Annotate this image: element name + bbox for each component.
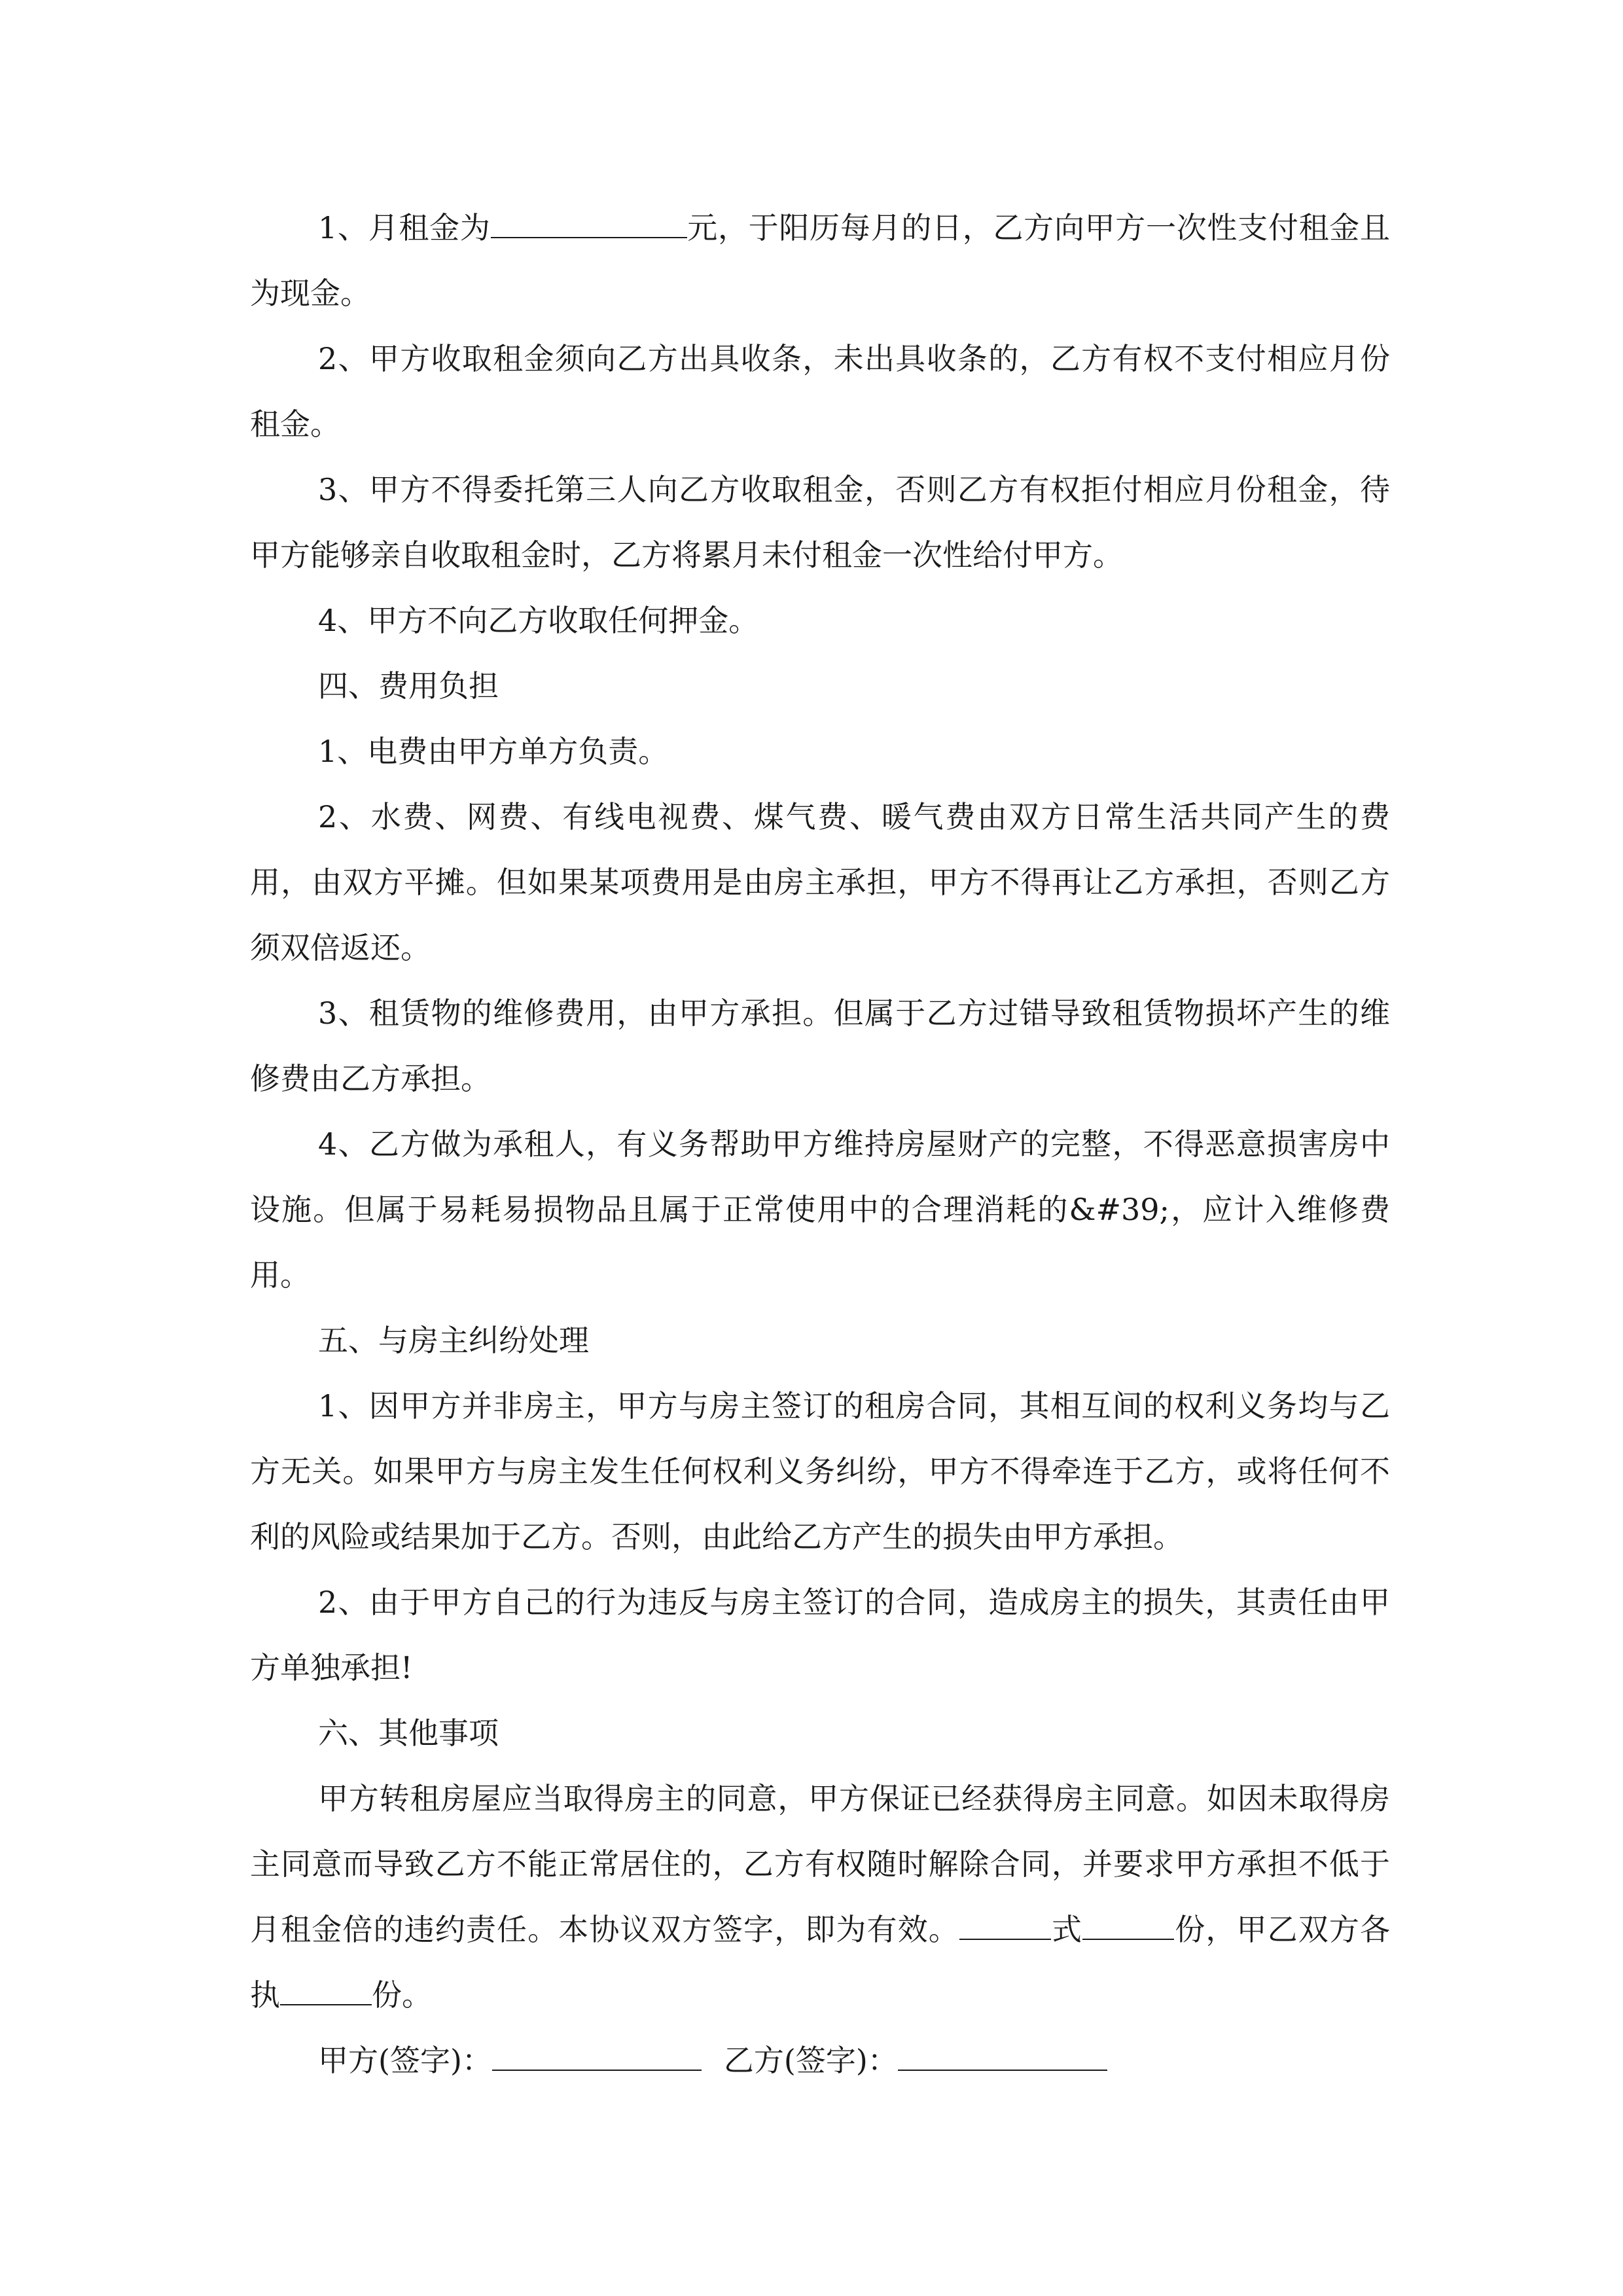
party-a-signature-label: 甲方(签字)： (318, 2043, 492, 2078)
party-a-signature-blank (492, 2037, 702, 2071)
rent-clause-1 (250, 195, 1390, 326)
other-clause-form: 式 (1050, 1912, 1083, 1947)
rent-clause-1-start: 1、月租金为 (318, 210, 491, 245)
rent-amount-blank (491, 204, 687, 238)
other-clause-each: 份，甲乙双方各执 (250, 1912, 1390, 2013)
section-heading-costs: 四、费用负担 (318, 668, 499, 704)
copies-blank-3 (280, 1971, 372, 2005)
contract-body (250, 195, 1390, 2093)
rent-clause-4: 4、甲方不向乙方收取任何押金。 (318, 603, 759, 638)
rent-clause-3: 3、甲方不得委托第三人向乙方收取租金，否则乙方有权拒付相应月份租金，待甲方能够亲自收取租金时，乙方将累月未付租金一次性给付甲方。 (250, 472, 1390, 573)
cost-clause-1: 1、电费由甲方单方负责。 (318, 734, 669, 769)
section-heading-other: 六、其他事项 (318, 1715, 499, 1751)
dispute-clause-1: 1、因甲方并非房主，甲方与房主签订的租房合同，其相互间的权利义务均与乙方无关。如果甲方与房主发生任何权利义务纠纷，甲方不得牵连于乙方，或将任何不利的风险或结果加于乙方。否则，由此给乙方产生的损失由甲方承担。 (250, 1388, 1390, 1554)
cost-clause-4: 4、乙方做为承租人，有义务帮助甲方维持房屋财产的完整，不得恶意损害房中设施。但属于易耗易损物品且属于正常使用中的合理消耗的&#39;，应计入维修费用。 (250, 1126, 1390, 1293)
other-clause-end: 份。 (372, 1977, 432, 2013)
signature-line (250, 2028, 1390, 2093)
section-heading-disputes: 五、与房主纠纷处理 (318, 1323, 589, 1358)
other-clause-text: 甲方转租房屋应当取得房主的同意，甲方保证已经获得房主同意。如因未取得房主同意而导致乙方不能正常居住的，乙方有权随时解除合同，并要求甲方承担不低于月租金倍的违约责任。本协议双方签字，即为有效。 (250, 1781, 1390, 1947)
cost-clause-2: 2、水费、网费、有线电视费、煤气费、暖气费由双方日常生活共同产生的费用，由双方平摊。但如果某项费用是由房主承担，甲方不得再让乙方承担，否则乙方须双倍返还。 (250, 799, 1390, 965)
rent-clause-1-end: 元，于阳历每月的日，乙方向甲方一次性支付租金且为现金。 (250, 210, 1390, 311)
dispute-clause-2: 2、由于甲方自己的行为违反与房主签订的合同，造成房主的损失，其责任由甲方单独承担! (250, 1585, 1390, 1685)
copies-blank-2 (1082, 1906, 1174, 1940)
party-b-signature-blank (898, 2037, 1107, 2071)
party-b-signature-label: 乙方(签字)： (723, 2043, 898, 2078)
cost-clause-3: 3、租赁物的维修费用，由甲方承担。但属于乙方过错导致租赁物损坏产生的维修费由乙方承担。 (250, 996, 1390, 1096)
other-clause (250, 1766, 1390, 2028)
copies-blank-1 (959, 1906, 1051, 1940)
rent-clause-2: 2、甲方收取租金须向乙方出具收条，未出具收条的，乙方有权不支付相应月份租金。 (250, 341, 1390, 442)
